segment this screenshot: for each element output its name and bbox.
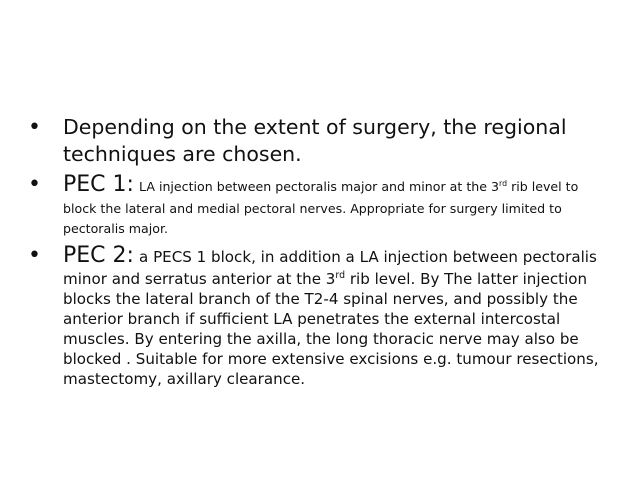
- pec-2-description-end: rib level. By The latter injection blocks the lateral branch of the T2-4 spinal nerves, and possibly the anterior branch if sufficient LA penetrates the external intercostal muscles. By entering the axilla, the long thoracic nerve may also be blocked . Suitable for more extensive excisions e.g. tumour resections, mastectomy, axillary clearance.: [63, 270, 599, 388]
- bullet-item-pec-2: [28, 242, 613, 389]
- bullet-marker: •: [28, 243, 41, 268]
- bullet-list: [28, 114, 613, 389]
- superscript-rd: rd: [499, 178, 508, 188]
- pec-1-description-end: rib level to block the lateral and medial pectoral nerves. Appropriate for surgery limited to pectoralis major.: [63, 179, 579, 236]
- pec-2-heading: PEC 2:: [63, 243, 134, 268]
- bullet-text: [63, 114, 613, 168]
- pec-1-description-start: LA injection between pectoralis major and minor at the 3: [139, 179, 500, 194]
- bullet-marker: •: [28, 172, 41, 197]
- pec-1-description: [63, 179, 578, 236]
- pec-1-heading: PEC 1:: [63, 172, 134, 197]
- superscript-rd: rd: [335, 269, 346, 281]
- bullet-text: [63, 171, 613, 237]
- bullet-item-regional-techniques: [28, 114, 613, 168]
- pec-2-description: [63, 248, 599, 388]
- bullet-marker: •: [28, 115, 41, 140]
- bullet-item-pec-1: [28, 171, 613, 237]
- bullet-body: Depending on the extent of surgery, the regional techniques are chosen.: [63, 115, 567, 166]
- bullet-text: [63, 242, 613, 389]
- pec-2-description-start: a PECS 1 block, in addition a LA injection between pectoralis minor and serratus anterior at the 3: [63, 248, 597, 288]
